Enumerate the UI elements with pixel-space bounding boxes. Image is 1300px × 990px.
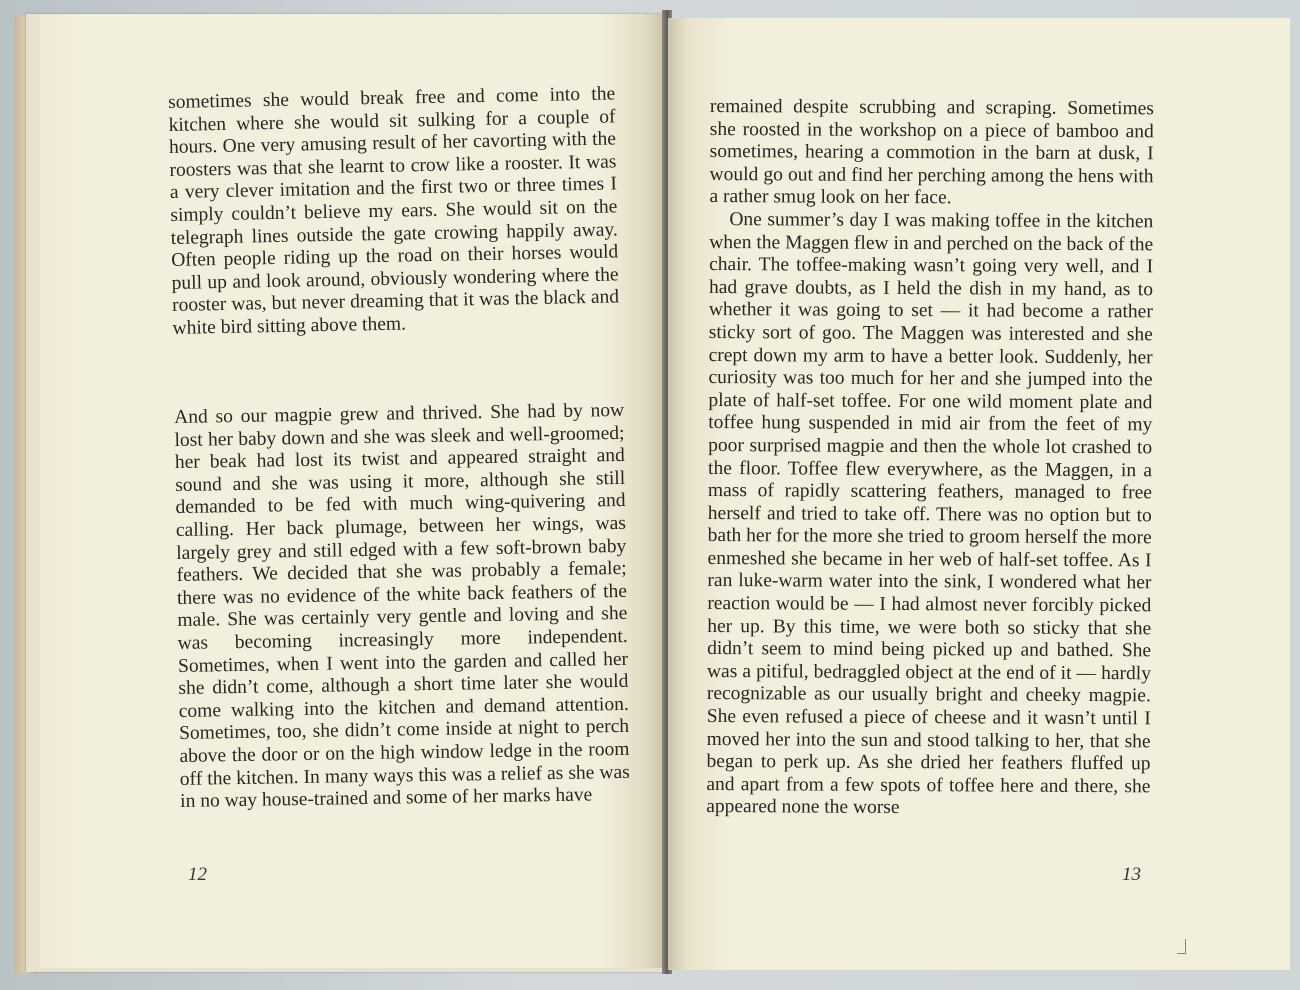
page-number-left: 12 (188, 864, 207, 885)
right-page-text (706, 96, 1154, 821)
page-corner-mark (1177, 939, 1186, 954)
right-page (668, 18, 1290, 970)
paragraph-text: sometimes she would break free and come into the kitchen where she would sit sulking for a couple of hours. One very amusing result of her cavorting with the roosters was that she learnt to crow like a rooster. It was a very clever imitation and the first two or three times I simply couldn’t believe my ears. She would sit on the telegraph lines outside the gate crowing happily away. Often people riding up the road on their horses would pull up and look around, obviously wondering where the rooster was, but never dreaming that it was the black and white bird sitting above them. (168, 83, 620, 339)
paragraph-text: And so our magpie grew and thrived. She had by now lost her baby down and she was sleek and well-groomed; her beak had lost its twist and appeared straight and sound and she was using it more, although she still demanded to be fed with much wing-quivering and calling. Her back plumage, between her wings, was largely grey and still edged with a few soft-brown baby feathers. We decided that she was probably a female; there was no evidence of the white back feathers of the male. She was certainly very gentle and loving and she was becoming increasingly more independent. Sometimes, when I went into the garden and called her she didn’t come, although a short time later she would come walking into the kitchen and demand attention. Sometimes, too, she didn’t come inside at night to perch above the door or on the high window ledge in the room off the kitchen. In many ways this was a relief as she was in no way house-trained and some of her marks have (174, 399, 630, 813)
page-number-right: 13 (1122, 864, 1141, 885)
left-page-paragraph-bottom (174, 400, 630, 814)
paragraph-text: One summer’s day I was making toffee in the kitchen when the Maggen flew in and perched on the back of the chair. The toffee-making wasn’t going very well, and I had grave doubts, as I held the dish in my hand, as to whether it was going to set — it had become a rather sticky sort of goo. The Maggen was interested and she crept down my arm to have a better look. Suddenly, her curiosity was too much for her and she jumped into the plate of half-set toffee. For one wild moment plate and toffee hung suspended in mid air from the feet of my poor surprised magpie and then the whole lot crashed to the floor. Toffee flew everywhere, as the Maggen, in a mass of rapidly scattering feathers, managed to free herself and tried to take off. There was no option but to bath her for the more she tried to groom herself the more enmeshed she became in her web of half-set toffee. As I ran luke-warm water into the sink, I wondered what her reaction would be — I had almost never forcibly picked her up. By this time, we were both so sticky that she didn’t seem to mind being picked up and bathed. She was a pitiful, bedraggled object at the end of it — hardly recognizable as our usually bright and cheeky magpie. She even refused a piece of cheese and it wasn’t until I moved her into the sun and stood talking to her, that she began to perk up. As she dried her feathers fluffed up and apart from a few spots of toffee here and there, she appeared none the worse (706, 209, 1154, 819)
left-page (40, 14, 664, 968)
left-page-paragraph-top (168, 83, 620, 340)
paragraph-text: remained despite scrubbing and scraping. Sometimes she roosted in the workshop on a piece of bamboo and sometimes, hearing a commotion in the barn at dusk, I would go out and find her perching among the hens with a rather smug look on her face. (709, 96, 1154, 209)
